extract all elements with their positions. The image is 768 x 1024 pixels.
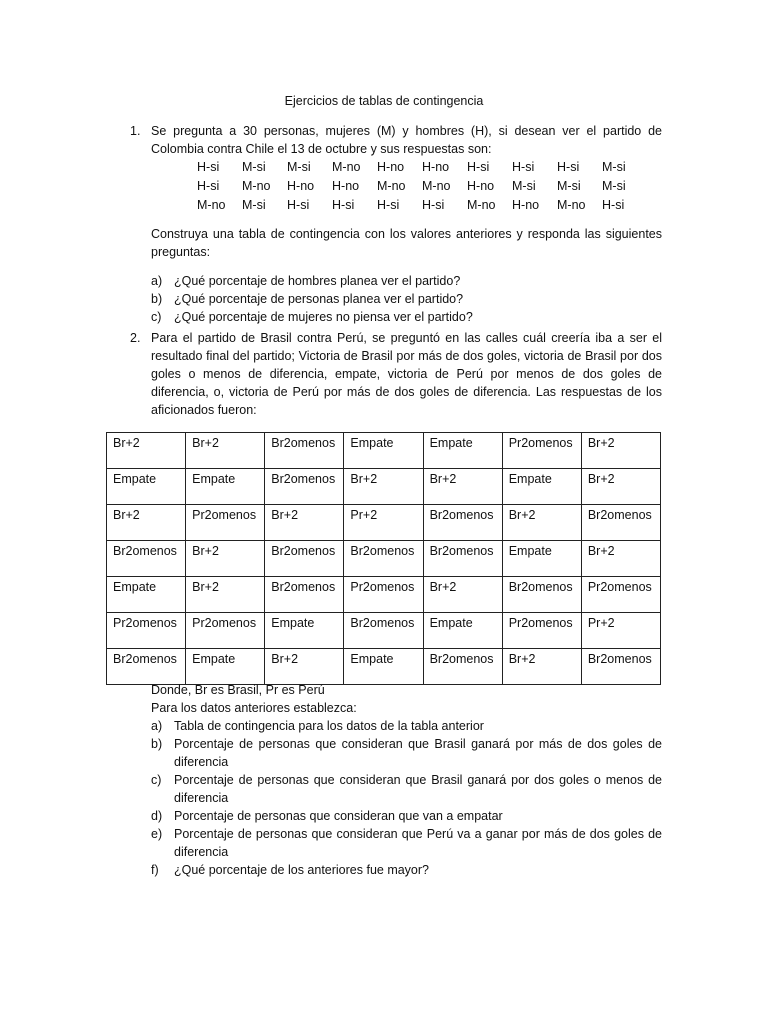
table-cell: Empate: [186, 469, 265, 505]
table-cell: Br+2: [186, 541, 265, 577]
response-cell: H-si: [377, 198, 400, 212]
list-item: [151, 290, 662, 308]
table-cell: Br+2: [581, 541, 660, 577]
table-cell: Empate: [265, 613, 344, 649]
response-cell: M-no: [242, 179, 271, 193]
response-cell: M-si: [602, 160, 626, 174]
response-cell: M-no: [467, 198, 496, 212]
table-cell: Empate: [502, 469, 581, 505]
table-cell: Empate: [344, 649, 423, 685]
table-cell: Pr2omenos: [502, 433, 581, 469]
table-cell: Br+2: [186, 577, 265, 613]
table-row: [107, 505, 661, 541]
response-row: [197, 158, 647, 177]
table-cell: Br+2: [423, 469, 502, 505]
list-text: Tabla de contingencia para los datos de la tabla anterior: [174, 719, 484, 733]
response-cell: H-no: [422, 160, 450, 174]
list-item: [151, 825, 662, 861]
table-cell: Br2omenos: [423, 505, 502, 541]
question-2-instruction: Para los datos anteriores establezca:: [151, 701, 357, 715]
table-cell: Br2omenos: [423, 649, 502, 685]
table-cell: Br+2: [186, 433, 265, 469]
response-cell: M-no: [422, 179, 451, 193]
response-cell: H-no: [377, 160, 405, 174]
list-marker: b): [151, 292, 163, 306]
table-cell: Br+2: [344, 469, 423, 505]
table-cell: Br2omenos: [581, 505, 660, 541]
response-cell: H-si: [332, 198, 355, 212]
table-cell: Empate: [107, 469, 186, 505]
list-marker: c): [151, 310, 162, 324]
table-cell: Br+2: [265, 505, 344, 541]
list-marker: e): [151, 827, 163, 841]
question-2-tasks: [151, 717, 662, 879]
response-cell: M-no: [332, 160, 361, 174]
response-cell: H-si: [467, 160, 490, 174]
table-cell: Br+2: [581, 433, 660, 469]
table-cell: Br+2: [423, 577, 502, 613]
question-2-number: 2.: [130, 331, 141, 345]
question-1-responses: [197, 158, 647, 215]
list-text: Porcentaje de personas que consideran que Brasil ganará por dos goles o menos de diferencia: [174, 773, 662, 805]
table-row: [107, 649, 661, 685]
table-cell: Br+2: [502, 649, 581, 685]
table-cell: Br2omenos: [265, 469, 344, 505]
list-marker: a): [151, 719, 163, 733]
table-cell: Pr2omenos: [502, 613, 581, 649]
table-row: [107, 541, 661, 577]
question-1-subquestions: [151, 272, 662, 326]
response-cell: M-si: [602, 179, 626, 193]
list-text: ¿Qué porcentaje de personas planea ver el partido?: [174, 292, 464, 306]
question-1-intro: Se pregunta a 30 personas, mujeres (M) y hombres (H), si desean ver el partido de Colombia contra Chile el 13 de octubre y sus respuestas son:: [151, 124, 662, 156]
list-text: ¿Qué porcentaje de mujeres no piensa ver el partido?: [174, 310, 473, 324]
table-cell: Pr2omenos: [344, 577, 423, 613]
response-cell: M-no: [557, 198, 586, 212]
question-1-number: 1.: [130, 124, 141, 138]
table-cell: Br2omenos: [344, 613, 423, 649]
response-cell: M-no: [197, 198, 226, 212]
table-cell: Br+2: [581, 469, 660, 505]
table-cell: Br2omenos: [502, 577, 581, 613]
list-marker: a): [151, 274, 163, 288]
table-cell: Br2omenos: [344, 541, 423, 577]
table-row: [107, 613, 661, 649]
table-cell: Pr2omenos: [186, 613, 265, 649]
response-cell: H-si: [287, 198, 310, 212]
page-title: Ejercicios de tablas de contingencia: [284, 94, 484, 108]
response-row: [197, 196, 647, 215]
response-cell: H-no: [512, 198, 540, 212]
list-text: ¿Qué porcentaje de los anteriores fue mayor?: [174, 863, 429, 877]
table-cell: Empate: [502, 541, 581, 577]
table-cell: Br2omenos: [581, 649, 660, 685]
list-text: Porcentaje de personas que consideran que van a empatar: [174, 809, 503, 823]
table-cell: Empate: [344, 433, 423, 469]
list-marker: d): [151, 809, 163, 823]
list-text: Porcentaje de personas que consideran que Brasil ganará por más de dos goles de diferencia: [174, 737, 662, 769]
table-cell: Empate: [107, 577, 186, 613]
response-cell: M-si: [287, 160, 311, 174]
table-cell: Br+2: [265, 649, 344, 685]
response-cell: H-si: [557, 160, 580, 174]
table-row: [107, 469, 661, 505]
response-cell: H-si: [422, 198, 445, 212]
list-marker: f): [151, 863, 159, 877]
table-cell: Br2omenos: [265, 433, 344, 469]
response-cell: H-no: [467, 179, 495, 193]
table-cell: Empate: [423, 613, 502, 649]
table-cell: Br2omenos: [265, 541, 344, 577]
table-cell: Br2omenos: [107, 541, 186, 577]
table-cell: Br+2: [107, 505, 186, 541]
table-note: Donde, Br es Brasil, Pr es Perú: [151, 683, 325, 697]
list-text: ¿Qué porcentaje de hombres planea ver el partido?: [174, 274, 461, 288]
response-row: [197, 177, 647, 196]
list-item: [151, 308, 662, 326]
list-item: [151, 807, 662, 825]
table-cell: Empate: [423, 433, 502, 469]
response-cell: H-no: [332, 179, 360, 193]
table-cell: Pr2omenos: [581, 577, 660, 613]
response-cell: M-si: [242, 160, 266, 174]
question-2-intro: Para el partido de Brasil contra Perú, se preguntó en las calles cuál creería iba a ser el resultado final del partido; Victoria de Brasil por más de dos goles, victoria de Brasil por dos goles o menos de diferencia, empate, victoria de Perú por menos de dos goles de diferencia, o, victoria de Perú por más de dos goles de diferencia. Las respuestas de los aficionados fueron:: [151, 331, 662, 417]
table-row: [107, 577, 661, 613]
table-cell: Br2omenos: [107, 649, 186, 685]
list-item: [151, 717, 662, 735]
response-cell: M-si: [512, 179, 536, 193]
response-cell: H-si: [197, 160, 220, 174]
table-cell: Pr+2: [581, 613, 660, 649]
response-cell: H-no: [287, 179, 315, 193]
table-cell: Empate: [186, 649, 265, 685]
question-1-instruction: Construya una tabla de contingencia con los valores anteriores y responda las siguientes preguntas:: [151, 227, 662, 259]
list-item: [151, 771, 662, 807]
response-cell: M-si: [242, 198, 266, 212]
list-item: [151, 735, 662, 771]
list-item: [151, 272, 662, 290]
table-cell: Br+2: [107, 433, 186, 469]
list-marker: c): [151, 773, 162, 787]
table-cell: Pr2omenos: [186, 505, 265, 541]
responses-table: [106, 432, 661, 685]
list-marker: b): [151, 737, 163, 751]
response-cell: M-no: [377, 179, 406, 193]
table-cell: Br2omenos: [423, 541, 502, 577]
list-text: Porcentaje de personas que consideran que Perú va a ganar por más de dos goles de diferencia: [174, 827, 662, 859]
response-cell: M-si: [557, 179, 581, 193]
response-cell: H-si: [602, 198, 625, 212]
list-item: [151, 861, 662, 879]
table-row: [107, 433, 661, 469]
table-cell: Pr2omenos: [107, 613, 186, 649]
response-cell: H-si: [197, 179, 220, 193]
table-cell: Br2omenos: [265, 577, 344, 613]
table-cell: Pr+2: [344, 505, 423, 541]
response-cell: H-si: [512, 160, 535, 174]
table-cell: Br+2: [502, 505, 581, 541]
